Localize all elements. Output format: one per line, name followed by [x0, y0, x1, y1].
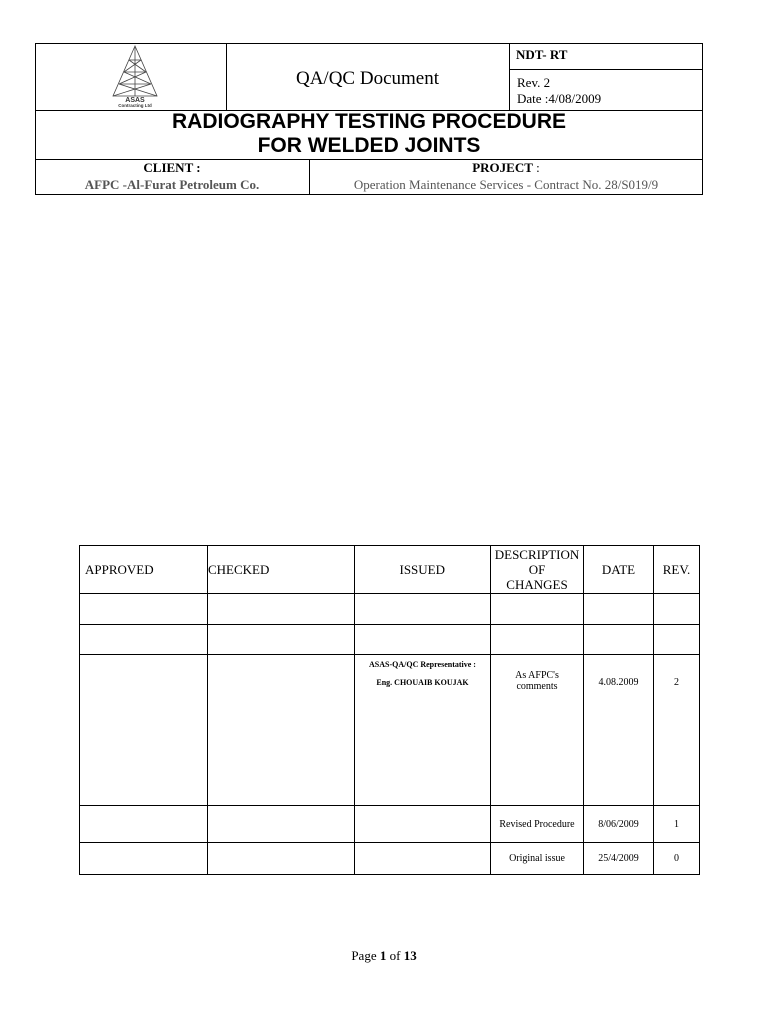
cell-empty	[208, 625, 355, 655]
row-date: 25/4/2009	[598, 853, 639, 864]
cell-empty	[654, 625, 700, 655]
cell-empty	[208, 806, 355, 843]
document-code: NDT- RT	[516, 47, 568, 62]
cell-empty	[491, 594, 584, 625]
document-date: Date :4/08/2009	[517, 91, 602, 106]
header-description	[491, 546, 584, 594]
revision-number: Rev. 2	[517, 75, 551, 90]
cell-empty	[491, 625, 584, 655]
table-row	[80, 625, 700, 655]
cell-rev	[654, 655, 700, 806]
header-issued	[355, 546, 491, 594]
row-description: Original issue	[509, 853, 565, 864]
row-description: Revised Procedure	[499, 818, 575, 830]
table-row	[80, 655, 700, 806]
project-name: Operation Maintenance Services - Contract No. 28/S019/9	[353, 177, 659, 192]
header-approved-label: APPROVED	[85, 561, 154, 577]
cell-empty	[355, 843, 491, 875]
table-row	[80, 594, 700, 625]
issued-by-role: ASAS-QA/QC Representative :	[369, 660, 476, 669]
page-current: 1	[379, 948, 387, 963]
project-label-line	[309, 160, 703, 176]
header-rev-label: REV.	[662, 561, 691, 577]
cell-checked	[208, 655, 355, 806]
header-description-line3: CHANGES	[506, 577, 568, 592]
cell-description	[491, 806, 584, 843]
issued-by-name: Eng. CHOUAIB KOUJAK	[376, 678, 469, 687]
document-title-line1: RADIOGRAPHY TESTING PROCEDURE	[172, 110, 566, 133]
header-approved	[80, 546, 208, 594]
table-row	[80, 843, 700, 875]
header-checked-label: CHECKED	[208, 561, 270, 577]
document-title-line2: FOR WELDED JOINTS	[257, 134, 481, 157]
logo-subname: Contracting Ltd	[118, 103, 152, 108]
revision-table	[79, 545, 700, 875]
document-type: QA/QC Document	[295, 68, 439, 89]
row-rev: 2	[674, 677, 679, 688]
doc-info-divider	[509, 43, 510, 110]
header-rev	[654, 546, 700, 594]
cell-description	[491, 655, 584, 806]
description-line2: comments	[516, 681, 558, 692]
cell-empty	[208, 843, 355, 875]
cell-date	[584, 806, 654, 843]
cell-empty	[80, 594, 208, 625]
client-label: CLIENT :	[143, 160, 201, 175]
cell-empty	[355, 594, 491, 625]
table-row	[80, 806, 700, 843]
header-description-line2: OF	[528, 562, 546, 577]
header-issued-label: ISSUED	[399, 561, 445, 577]
project-label-colon: :	[532, 160, 540, 175]
row-date: 8/06/2009	[598, 818, 639, 830]
description-line1: As AFPC's	[515, 670, 559, 681]
cell-empty	[584, 594, 654, 625]
page-number	[0, 948, 768, 964]
cell-rev	[654, 843, 700, 875]
cell-approved	[80, 655, 208, 806]
header-date	[584, 546, 654, 594]
doc-code-separator	[509, 69, 703, 70]
page-prefix: Page	[351, 948, 380, 963]
header-description-line1: DESCRIPTION	[494, 547, 580, 562]
cell-description	[491, 843, 584, 875]
cell-empty	[80, 843, 208, 875]
row-rev: 0	[674, 853, 679, 864]
row-date: 4.08.2009	[598, 677, 639, 688]
logo-name: ASAS	[125, 97, 145, 104]
cell-empty	[80, 625, 208, 655]
cell-rev	[654, 806, 700, 843]
header-date-label: DATE	[601, 561, 636, 577]
cell-empty	[584, 625, 654, 655]
client-name: AFPC -Al-Furat Petroleum Co.	[84, 177, 260, 192]
company-logo	[95, 44, 175, 108]
page-of: of	[386, 948, 404, 963]
project-label: PROJECT	[472, 160, 533, 175]
cell-empty	[355, 625, 491, 655]
cell-empty	[208, 594, 355, 625]
cell-empty	[80, 806, 208, 843]
header-checked	[208, 546, 355, 594]
cell-date	[584, 655, 654, 806]
page-total: 13	[403, 948, 417, 963]
cell-empty	[654, 594, 700, 625]
row-rev: 1	[674, 818, 679, 830]
cell-date	[584, 843, 654, 875]
cell-issued	[355, 655, 491, 806]
cell-empty	[355, 806, 491, 843]
table-header-row	[80, 546, 700, 594]
